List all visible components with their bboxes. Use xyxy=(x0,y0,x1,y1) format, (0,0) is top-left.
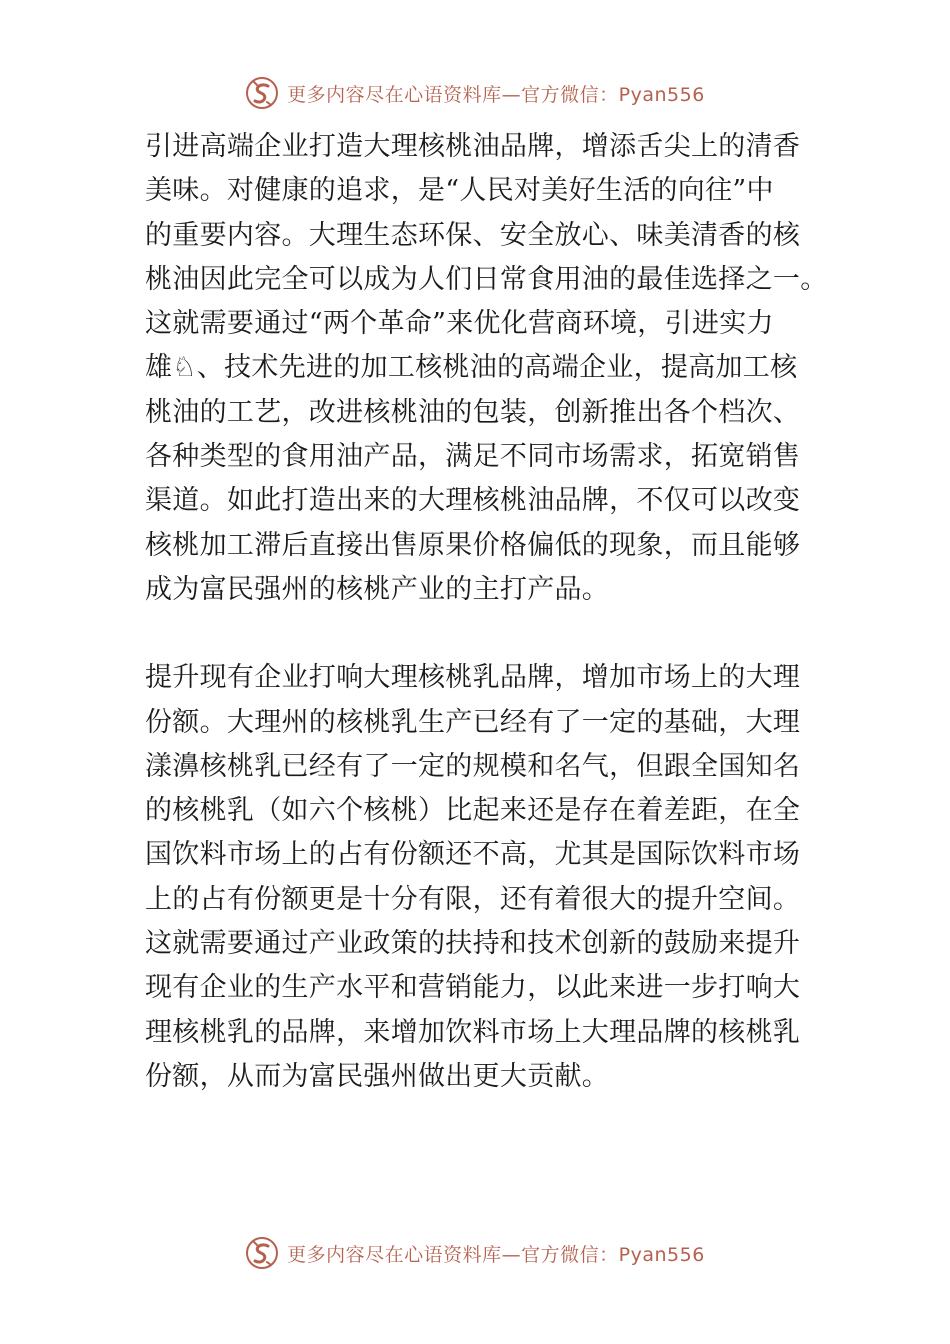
text-line: 上的占有份额更是十分有限，还有着很大的提升空间。 xyxy=(145,883,801,915)
text-line: 美味。对健康的追求，是“人民对美好生活的向往”中 xyxy=(145,175,774,207)
text-line: 引进高端企业打造大理核桃油品牌，增添舌尖上的清香 xyxy=(145,131,801,162)
text-line: 的重要内容。大理生态环保、安全放心、味美清香的核 xyxy=(145,219,801,251)
text-line: 现有企业的生产水平和营销能力，以此来进一步打响大 xyxy=(145,972,801,1004)
text-line: 这就需要通过“两个革命”来优化营商环境，引进实力 xyxy=(145,308,774,340)
text-line: 桃油因此完全可以成为人们日常食用油的最佳选择之一。 xyxy=(145,263,828,295)
text-line: 提升现有企业打响大理核桃乳品牌，增加市场上的大理 xyxy=(145,662,801,694)
text-line: 漾濞核桃乳已经有了一定的规模和名气，但跟全国知名 xyxy=(145,750,801,782)
text-line: 份额。大理州的核桃乳生产已经有了一定的基础，大理 xyxy=(145,706,801,738)
text-line: 这就需要通过产业政策的扶持和技术创新的鼓励来提升 xyxy=(145,928,801,960)
document-body xyxy=(145,125,828,1099)
text-line: 渠道。如此打造出来的大理核桃油品牌，不仅可以改变 xyxy=(145,485,801,517)
watermark-text: 更多内容尽在心语资料库—官方微信：Pyan556 xyxy=(287,1243,705,1266)
ornate-s-logo-icon xyxy=(245,76,279,110)
text-line: 理核桃乳的品牌，来增加饮料市场上大理品牌的核桃乳 xyxy=(145,1016,801,1048)
text-line: 份额，从而为富民强州做出更大贡献。 xyxy=(145,1060,610,1092)
text-line: 各种类型的食用油产品，满足不同市场需求，拓宽销售 xyxy=(145,441,801,473)
text-line: 国饮料市场上的占有份额还不高，尤其是国际饮料市场 xyxy=(145,839,801,871)
header-watermark xyxy=(0,73,950,113)
text-line: 的核桃乳（如六个核桃）比起来还是存在着差距，在全 xyxy=(145,795,801,827)
paragraph-walnut-oil xyxy=(145,125,828,612)
paragraph-spacer xyxy=(145,612,825,656)
watermark-text: 更多内容尽在心语资料库—官方微信：Pyan556 xyxy=(287,83,705,106)
ornate-s-logo-icon xyxy=(245,1236,279,1270)
footer-watermark xyxy=(0,1233,950,1273)
text-line: 雄♘、技术先进的加工核桃油的高端企业，提高加工核 xyxy=(145,352,798,384)
text-line: 成为富民强州的核桃产业的主打产品。 xyxy=(145,573,610,605)
text-line: 桃油的工艺，改进核桃油的包装，创新推出各个档次、 xyxy=(145,396,801,428)
paragraph-walnut-milk xyxy=(145,656,825,1099)
text-line: 核桃加工滞后直接出售原果价格偏低的现象，而且能够 xyxy=(145,529,801,561)
